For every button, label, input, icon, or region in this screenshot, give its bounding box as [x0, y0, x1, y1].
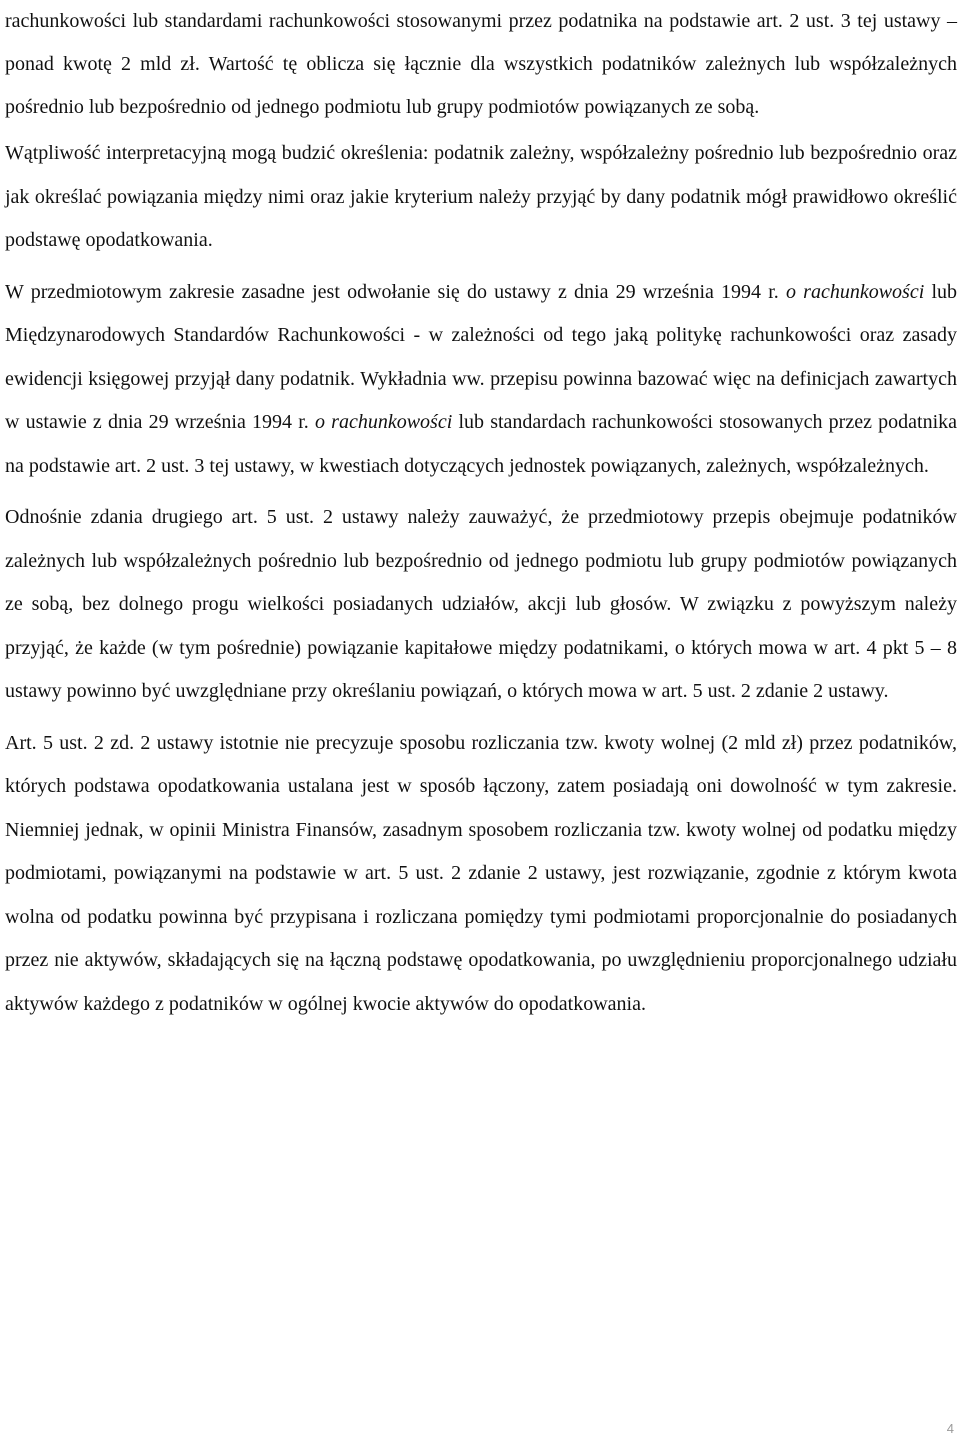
document-body — [5, 0, 957, 1026]
text-run: lub standardach rachunkowości stosowanych przez podatnika na podstawie art. 2 ust. 3 tej ustawy, w kwestiach dotyczących jednostek powiązanych, zależnych, współzależnych. — [5, 411, 958, 477]
paragraph-continued: rachunkowości lub standardami rachunkowości stosowanymi przez podatnika na podstawie art. 2 ust. 3 tej ustawy – ponad kwotę 2 mld zł. Wartość tę oblicza się łącznie dla wszystkich podatników zależnych lub współzależnych pośrednio lub bezpośrednio od jednego podmiotu lub grupy podmiotów powiązanych ze sobą. — [5, 10, 957, 118]
text-run: W przedmiotowym zakresie zasadne jest odwołanie się do ustawy z dnia 29 września 1994 r. — [5, 280, 786, 303]
page-number: 4 — [946, 1421, 954, 1436]
italic-act-title: o rachunkowości — [314, 411, 453, 433]
italic-act-title: o rachunkowości — [785, 280, 925, 303]
paragraph-free-amount: Art. 5 ust. 2 zd. 2 ustawy istotnie nie precyzuje sposobu rozliczania tzw. kwoty wolnej (2 mld zł) przez podatników, których podstawa opodatkowania ustalana jest w sposób łączony, zatem posiadają oni dowolność w tym zakresie. Niemniej jednak, w opinii Ministra Finansów, zasadnym sposobem rozliczania tzw. kwoty wolnej od podatku między podmiotami, powiązanymi na podstawie w art. 5 ust. 2 zdanie 2 ustawy, jest rozwiązanie, zgodnie z którym kwota wolna od podatku powinna być przypisana i rozliczana pomiędzy tymi podmiotami proporcjonalnie do posiadanych przez nie aktywów, składających się na łączną podstawę opodatkowania, po uwzględnieniu proporcjonalnego udziału aktywów każdego z podatników w ogólnej kwocie aktywów do opodatkowania. — [5, 731, 957, 1015]
text-run: lub Międzynarodowych Standardów Rachunkowości - w zależności od tego jaką politykę rachunkowości oraz zasady ewidencji księgowej przyjął dany podatnik. Wykładnia ww. przepisu powinna bazować więc na definicjach zawartych w ustawie z dnia 29 września 1994 r. — [5, 280, 958, 433]
paragraph-accounting-act — [5, 271, 957, 489]
paragraph-interpretive-doubt: Wątpliwość interpretacyjną mogą budzić określenia: podatnik zależny, współzależny pośrednio lub bezpośrednio oraz jak określać powiązania między nimi oraz jakie kryterium należy przyjąć by dany podatnik mógł prawidłowo określić podstawę opodatkowania. — [5, 142, 957, 251]
paragraph-second-sentence: Odnośnie zdania drugiego art. 5 ust. 2 ustawy należy zauważyć, że przedmiotowy przepis obejmuje podatników zależnych lub współzależnych pośrednio lub bezpośrednio od jednego podmiotu lub grupy podmiotów powiązanych ze sobą, bez dolnego progu wielkości posiadanych udziałów, akcji lub głosów. W związku z powyższym należy przyjąć, że każde (w tym pośrednie) powiązanie kapitałowe między podatnikami, o których mowa w art. 4 pkt 5 – 8 ustawy powinno być uwzględniane przy określaniu powiązań, o których mowa w art. 5 ust. 2 zdanie 2 ustawy. — [5, 506, 957, 702]
